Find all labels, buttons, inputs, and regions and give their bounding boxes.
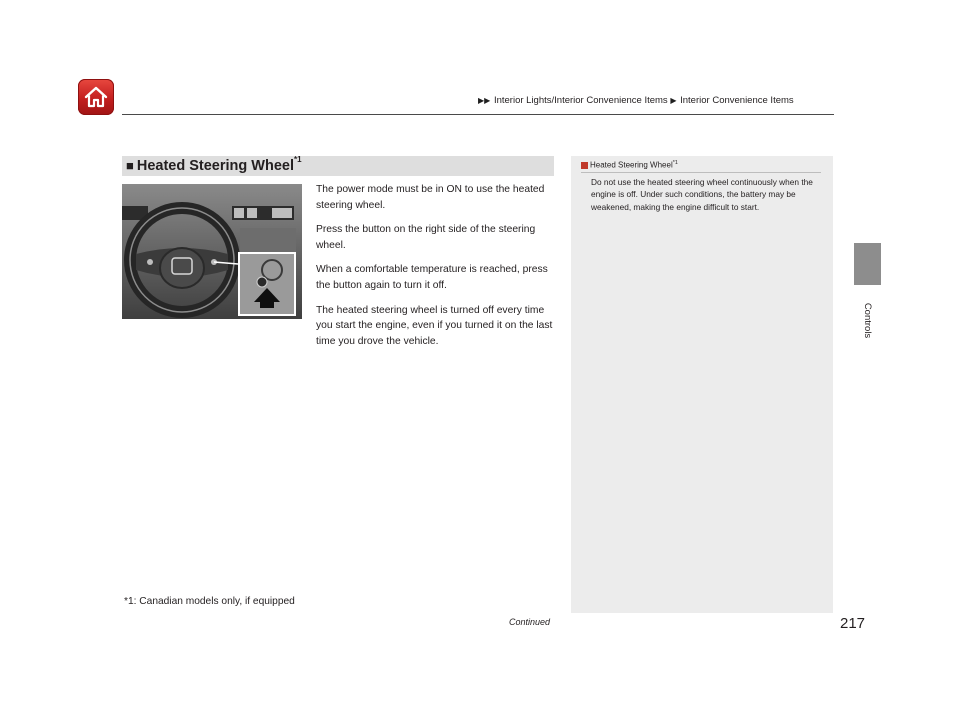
breadcrumb-arrow: ▶▶	[478, 96, 491, 105]
section-body	[316, 182, 560, 358]
section-square-icon: ■	[126, 157, 134, 173]
section-title-text: Heated Steering Wheel	[136, 157, 294, 174]
section-title	[126, 157, 302, 174]
section-header-bar	[122, 156, 554, 176]
breadcrumb-separator: ▶	[670, 96, 677, 105]
page-number: 217	[840, 615, 866, 632]
breadcrumb-section-link[interactable]: Interior Lights/Interior Convenience Items	[493, 95, 668, 106]
home-button[interactable]	[78, 79, 114, 115]
note-title-superscript: *1	[672, 160, 678, 166]
footnote: *1: Canadian models only, if equipped	[124, 596, 295, 607]
header-divider	[122, 114, 834, 115]
steering-wheel-photo	[122, 184, 302, 319]
section-title-superscript: *1	[293, 155, 302, 164]
note-marker-icon	[581, 162, 588, 169]
note-title-text: Heated Steering Wheel	[590, 160, 673, 170]
continued-label: Continued	[509, 617, 551, 627]
breadcrumb	[478, 95, 794, 106]
chapter-tab-label[interactable]: Controls	[862, 302, 874, 338]
note-divider	[581, 172, 821, 173]
chapter-tab-marker[interactable]	[854, 243, 881, 285]
body-paragraph: The heated steering wheel is turned off every time you start the engine, even if you turned it on the last time you drove the vehicle.	[316, 304, 553, 347]
note-title	[581, 160, 678, 170]
home-icon	[83, 84, 109, 110]
side-note-box	[571, 156, 833, 613]
breadcrumb-subsection-link[interactable]: Interior Convenience Items	[680, 95, 794, 106]
note-text: Do not use the heated steering wheel continuously when the engine is off. Under such conditions, the battery may be weakened, making the engine difficult to start.	[591, 177, 813, 212]
body-paragraph: Press the button on the right side of the steering wheel.	[316, 224, 536, 251]
body-paragraph: When a comfortable temperature is reached, press the button again to turn it off.	[316, 264, 548, 291]
body-paragraph: The power mode must be in ON to use the heated steering wheel.	[316, 184, 545, 211]
